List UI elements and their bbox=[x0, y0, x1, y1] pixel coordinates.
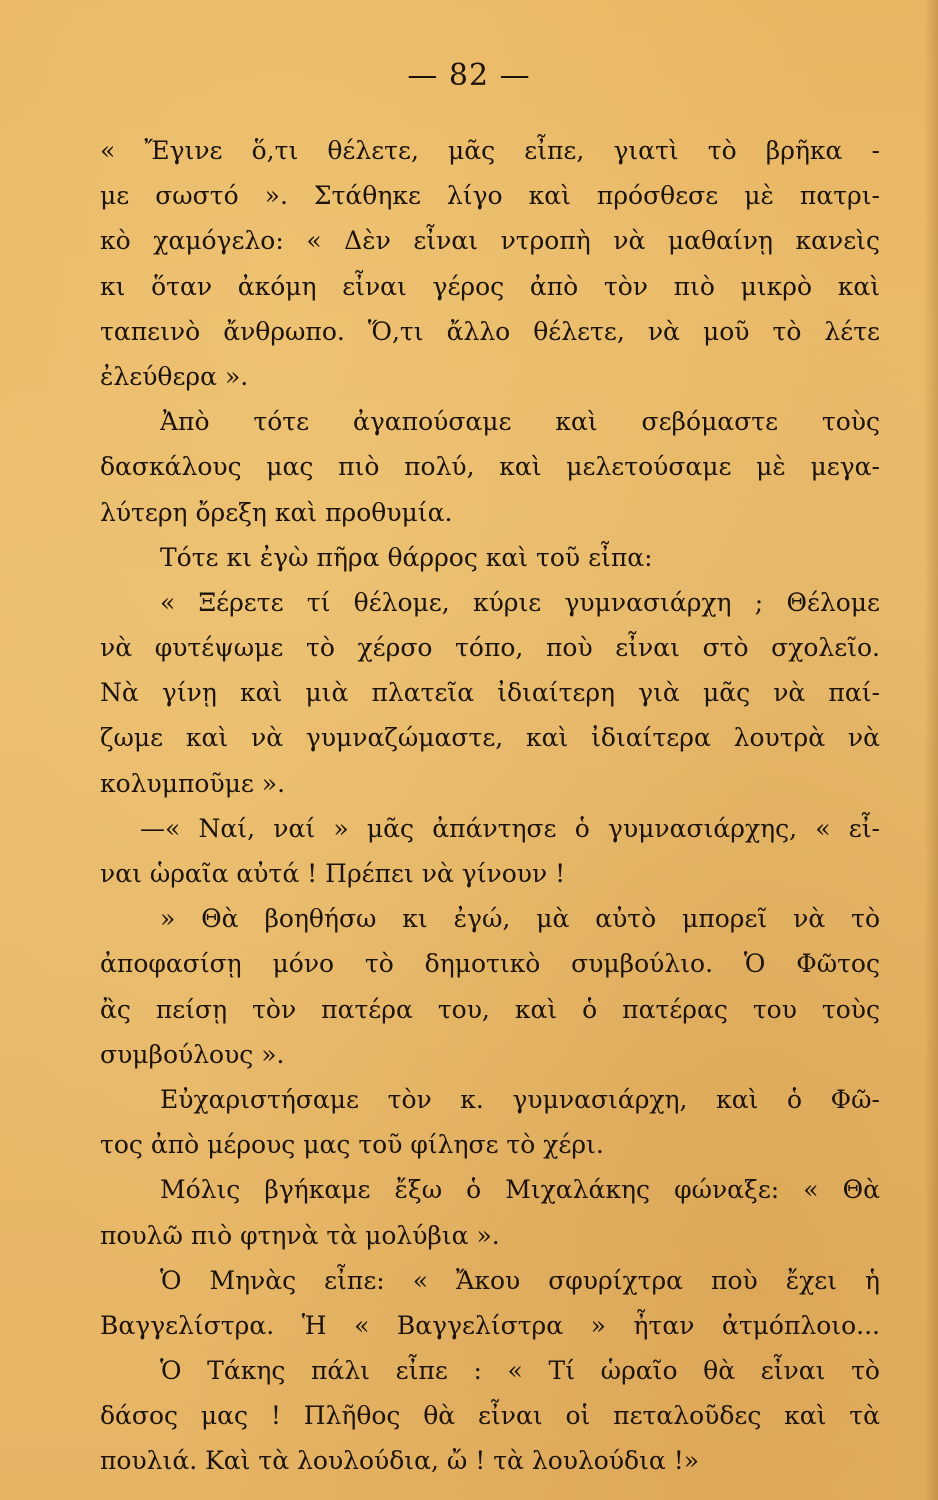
text-line: Νὰ γίνῃ καὶ μιὰ πλατεῖα ἰδιαίτερη γιὰ μᾶς νὰ παί- bbox=[100, 678, 880, 708]
text-line: ταπεινὸ ἄνθρωπο. Ὅ,τι ἄλλο θέλετε, νὰ μοῦ τὸ λέτε bbox=[100, 316, 880, 346]
text-line: λύτερη ὄρεξη καὶ προθυμία. bbox=[100, 497, 453, 527]
text-line: Ἀπὸ τότε ἀγαπούσαμε καὶ σεβόμαστε τοὺς bbox=[160, 407, 880, 437]
page-edge-shadow bbox=[924, 0, 938, 1500]
text-line: Τότε κι ἐγὼ πῆρα θάρρος καὶ τοῦ εἶπα: bbox=[160, 542, 653, 572]
text-line: « Ξέρετε τί θέλομε, κύριε γυμνασιάρχη ; Θέλομε bbox=[160, 587, 880, 617]
text-line: Ὁ Μηνὰς εἶπε: « Ἄκου σφυρίχτρα ποὺ ἔχει ἡ bbox=[160, 1265, 880, 1295]
text-line: νὰ φυτέψωμε τὸ χέρσο τόπο, ποὺ εἶναι στὸ σχολεῖο. bbox=[100, 633, 880, 663]
text-line: πουλιά. Καὶ τὰ λουλούδια, ὤ ! τὰ λουλούδια !» bbox=[100, 1446, 700, 1476]
text-line: δάσος μας ! Πλῆθος θὰ εἶναι οἱ πεταλοῦδες καὶ τὰ bbox=[100, 1401, 880, 1431]
text-line: ζωμε καὶ νὰ γυμναζώμαστε, καὶ ἰδιαίτερα λουτρὰ νὰ bbox=[100, 723, 880, 753]
text-line: —« Ναί, ναί » μᾶς ἀπάντησε ὁ γυμνασιάρχης, « εἶ- bbox=[140, 813, 880, 843]
text-line: δασκάλους μας πιὸ πολύ, καὶ μελετούσαμε μὲ μεγα- bbox=[100, 452, 880, 482]
text-line: πουλῶ πιὸ φτηνὰ τὰ μολύβια ». bbox=[100, 1220, 500, 1250]
text-line: ναι ὡραῖα αὐτά ! Πρέπει νὰ γίνουν ! bbox=[100, 859, 566, 888]
text-line: ἂς πείσῃ τὸν πατέρα του, καὶ ὁ πατέρας του τοὺς bbox=[100, 994, 880, 1024]
text-line: ἀποφασίσῃ μόνο τὸ δημοτικὸ συμβούλιο. Ὁ Φῶτος bbox=[100, 949, 880, 979]
text-line: « Ἔγινε ὅ,τι θέλετε, μᾶς εἶπε, γιατὶ τὸ βρῆκα - bbox=[100, 136, 880, 165]
text-line: τος ἀπὸ μέρους μας τοῦ φίλησε τὸ χέρι. bbox=[100, 1130, 604, 1160]
text-line: Εὐχαριστήσαμε τὸν κ. γυμνασιάρχη, καὶ ὁ Φῶ- bbox=[160, 1084, 880, 1114]
text-line: κι ὅταν ἀκόμη εἶναι γέρος ἀπὸ τὸν πιὸ μικρὸ καὶ bbox=[100, 271, 880, 301]
text-line: με σωστό ». Στάθηκε λίγο καὶ πρόσθεσε μὲ πατρι- bbox=[100, 181, 880, 211]
body-text bbox=[100, 128, 880, 1484]
text-line: Ὁ Τάκης πάλι εἶπε : « Τί ὡραῖο θὰ εἶναι τὸ bbox=[160, 1356, 880, 1386]
text-line: Μόλις βγήκαμε ἔξω ὁ Μιχαλάκης φώναξε: « Θὰ bbox=[160, 1175, 880, 1205]
text-line: Βαγγελίστρα. Ἡ « Βαγγελίστρα » ἦταν ἀτμόπλοιο... bbox=[100, 1310, 880, 1340]
text-line: κὸ χαμόγελο: « Δὲν εἶναι ντροπὴ νὰ μαθαίνῃ κανεὶς bbox=[100, 226, 880, 256]
text-line: » Θὰ βοηθήσω κι ἐγώ, μὰ αὐτὸ μπορεῖ νὰ τὸ bbox=[160, 904, 880, 934]
page-number: — 82 — bbox=[407, 58, 531, 93]
text-line: κολυμποῦμε ». bbox=[100, 768, 286, 798]
text-line: ἐλεύθερα ». bbox=[100, 361, 249, 391]
text-line: συμβούλους ». bbox=[100, 1039, 285, 1069]
